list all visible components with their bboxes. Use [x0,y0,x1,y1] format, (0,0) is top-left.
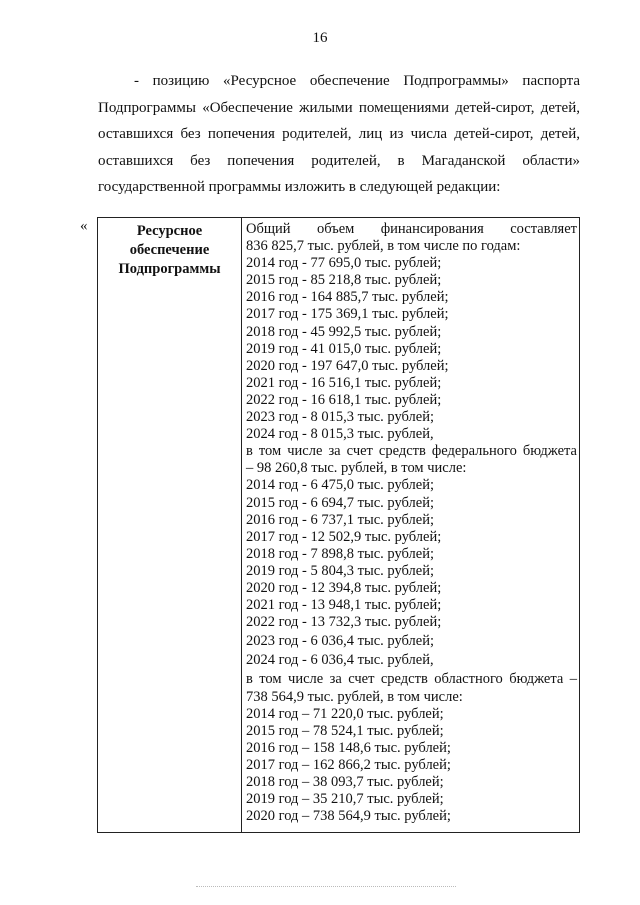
page-number: 16 [312,30,328,46]
intro-line: государственной программы изложить в следующей редакции: [98,179,501,195]
column-divider [241,218,242,832]
year-line: 2018 год – 38 093,7 тыс. рублей; [246,774,444,790]
year-line: 2017 год - 175 369,1 тыс. рублей; [246,306,449,323]
year-line: 2014 год - 6 475,0 тыс. рублей; [246,477,434,494]
year-line: 2021 год - 13 948,1 тыс. рублей; [246,597,442,614]
year-line: 2018 год - 7 898,8 тыс. рублей; [246,545,434,562]
year-line: 2024 год - 8 015,3 тыс. рублей, [246,426,434,443]
funding-total-line: 836 825,7 тыс. рублей, в том числе по годам: [246,238,521,255]
intro-line: - позицию «Ресурсное обеспечение Подпрограммы» паспорта [134,73,580,89]
year-line: 2019 год - 41 015,0 тыс. рублей; [246,340,442,357]
year-line: 2018 год - 45 992,5 тыс. рублей; [246,323,442,340]
passport-table [97,217,580,833]
regional-budget-line: в том числе за счет средств областного бюджета – [246,671,577,688]
year-line: 2019 год - 5 804,3 тыс. рублей; [246,562,434,579]
intro-line: оставшихся без попечения родителей, в Магаданской области» [98,152,580,169]
year-line: 2014 год - 77 695,0 тыс. рублей; [246,255,442,272]
year-line: 2020 год - 197 647,0 тыс. рублей; [246,357,449,374]
year-line: 2014 год – 71 220,0 тыс. рублей; [246,705,444,722]
year-line: 2023 год - 6 036,4 тыс. рублей; [246,633,434,650]
year-line: 2015 год - 6 694,7 тыс. рублей; [246,494,434,511]
federal-budget-line: – 98 260,8 тыс. рублей, в том числе: [246,460,467,477]
year-line: 2015 год – 78 524,1 тыс. рублей; [246,722,444,739]
year-line: 2019 год – 35 210,7 тыс. рублей; [246,791,444,808]
table-right-cell [246,221,577,825]
year-line: 2022 год - 13 732,3 тыс. рублей; [246,614,442,631]
left-cell-line: Ресурсное [136,223,203,239]
year-line: 2016 год - 164 885,7 тыс. рублей; [246,289,449,306]
scan-artifact-line [196,886,456,888]
year-line: 2017 год - 12 502,9 тыс. рублей; [246,528,442,545]
year-line: 2015 год - 85 218,8 тыс. рублей; [246,272,442,289]
table-left-cell [98,222,241,279]
intro-paragraph [98,68,580,201]
year-line: 2016 год – 158 148,6 тыс. рублей; [246,739,451,756]
funding-total-line: Общий объем финансирования составляет [246,221,577,237]
year-line: 2020 год – 738 564,9 тыс. рублей; [246,808,451,825]
year-line: 2022 год - 16 618,1 тыс. рублей; [246,391,442,408]
year-line: 2021 год - 16 516,1 тыс. рублей; [246,374,442,391]
opening-quote-mark: « [80,218,88,234]
year-line: 2016 год - 6 737,1 тыс. рублей; [246,511,434,528]
intro-line: Подпрограммы «Обеспечение жилыми помещениями детей-сирот, детей, [98,99,580,116]
left-cell-line: обеспечение [129,242,210,258]
year-line: 2024 год - 6 036,4 тыс. рублей, [246,652,434,669]
year-line: 2023 год - 8 015,3 тыс. рублей; [246,409,434,426]
year-line: 2017 год – 162 866,2 тыс. рублей; [246,756,451,773]
intro-line: оставшихся без попечения родителей, лиц из числа детей-сирот, детей, [98,126,580,142]
left-cell-line: Подпрограммы [118,261,221,277]
regional-budget-line: 738 564,9 тыс. рублей, в том числе: [246,688,463,705]
year-line: 2020 год - 12 394,8 тыс. рублей; [246,579,442,596]
federal-budget-line: в том числе за счет средств федерального бюджета [246,443,577,460]
